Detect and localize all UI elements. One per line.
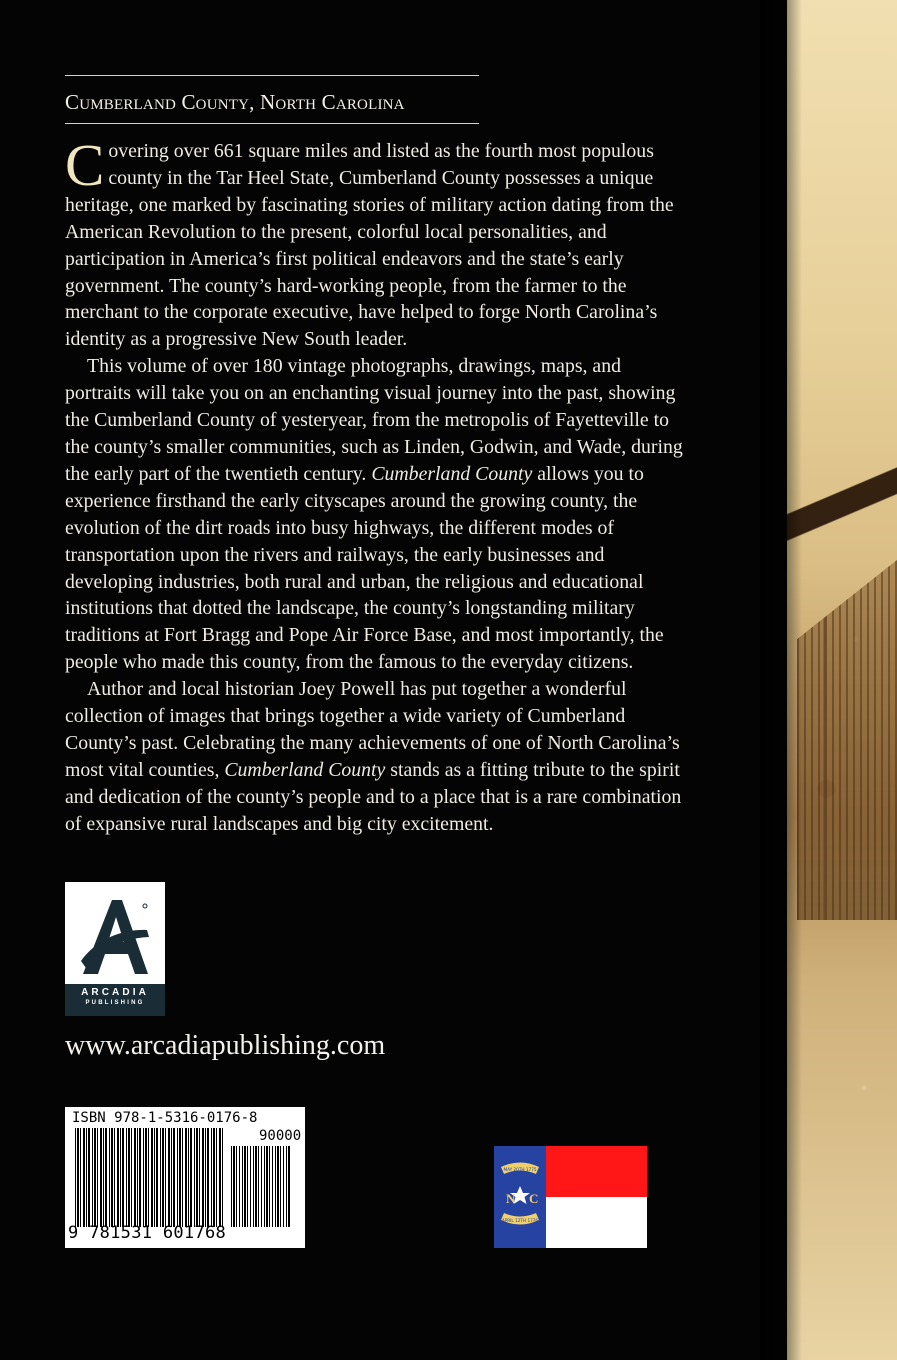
price-barcode-bars bbox=[231, 1146, 291, 1227]
isbn-number: ISBN 978-1-5316-0176-8 bbox=[72, 1110, 258, 1126]
flag-bottom-date: APRIL 12TH 1776 bbox=[501, 1218, 539, 1223]
paragraph-2-text-end: allows you to experience firsthand the early cityscapes around the growing county, the evolution of the dirt roads into busy highways, the different modes of transportation upon the rivers and railways, the early businesses and developing industries, both rural and urban, the religious and educational institutions that dotted the landscape, the county’s longstanding military traditions at Fort Bragg and Pope Air Force Base, and most importantly, the people who made this county, from the famous to the everyday citizens. bbox=[65, 462, 664, 674]
arcadia-logo bbox=[65, 882, 165, 1016]
barcode-digits: 9 781531 601768 bbox=[68, 1223, 227, 1243]
flag-right-initial: C bbox=[529, 1191, 539, 1206]
sepia-photo-edge bbox=[787, 0, 897, 1360]
description-paragraph-2 bbox=[65, 353, 685, 676]
paragraph-1-text: overing over 661 square miles and listed as the fourth most populous county in the Tar Heel State, Cumberland County possesses a unique heritage, one marked by fascinating stories of military action dating from the American Revolution to the present, colorful local personalities, and participation in America’s first political endeavors and the state’s early government. The county’s hard-working people, from the farmer to the merchant to the corporate executive, have helped to forge North Carolina’s identity as a progressive New South leader. bbox=[65, 140, 674, 351]
logo-wordmark: ARCADIA bbox=[81, 987, 149, 998]
paragraph-2-text-start: This volume of over 180 vintage photographs, drawings, maps, and portraits will take you on an enchanting visual journey into the past, showing the Cumberland County of yesteryear, from the metropolis of Fayetteville to the county’s smaller communities, such as Linden, Godwin, and Wade, during the early part of the twentieth century. bbox=[65, 355, 683, 485]
paragraph-3-text-end: stands as a fitting tribute to the spirit and dedication of the county’s people and to a place that is a rare combination of expansive rural landscapes and big city excitement. bbox=[65, 758, 682, 835]
isbn-barcode bbox=[65, 1107, 305, 1248]
arcadia-a-logo-icon bbox=[65, 882, 165, 984]
book-description bbox=[65, 132, 685, 838]
description-paragraph-3 bbox=[65, 676, 685, 837]
barcode-bars bbox=[75, 1128, 223, 1227]
paragraph-3-book-title: Cumberland County bbox=[224, 758, 386, 781]
paragraph-3-text-start: Author and local historian Joey Powell has put together a wonderful collection of images that brings together a wide variety of Cumberland County’s past. Celebrating the many achievements of one of North Carolina’s most vital counties, bbox=[65, 678, 680, 781]
publisher-website: www.arcadiapublishing.com bbox=[65, 1030, 386, 1061]
drop-cap: C bbox=[65, 132, 105, 198]
logo-subtitle: PUBLISHING bbox=[85, 1000, 145, 1006]
flag-left-initial: N bbox=[506, 1191, 516, 1206]
paragraph-2-book-title: Cumberland County bbox=[371, 462, 533, 485]
north-carolina-flag bbox=[494, 1146, 647, 1248]
flag-top-date: MAY 20TH 1775 bbox=[503, 1167, 537, 1172]
description-paragraph-1 bbox=[65, 132, 685, 353]
north-carolina-flag-icon bbox=[494, 1146, 647, 1248]
price-code: 90000 bbox=[259, 1128, 302, 1144]
header-bottom-rule bbox=[65, 123, 479, 124]
header-top-rule bbox=[65, 75, 479, 76]
cover-fold-shadow bbox=[760, 0, 802, 1360]
book-series-title: Cumberland County, North Carolina bbox=[65, 90, 405, 114]
